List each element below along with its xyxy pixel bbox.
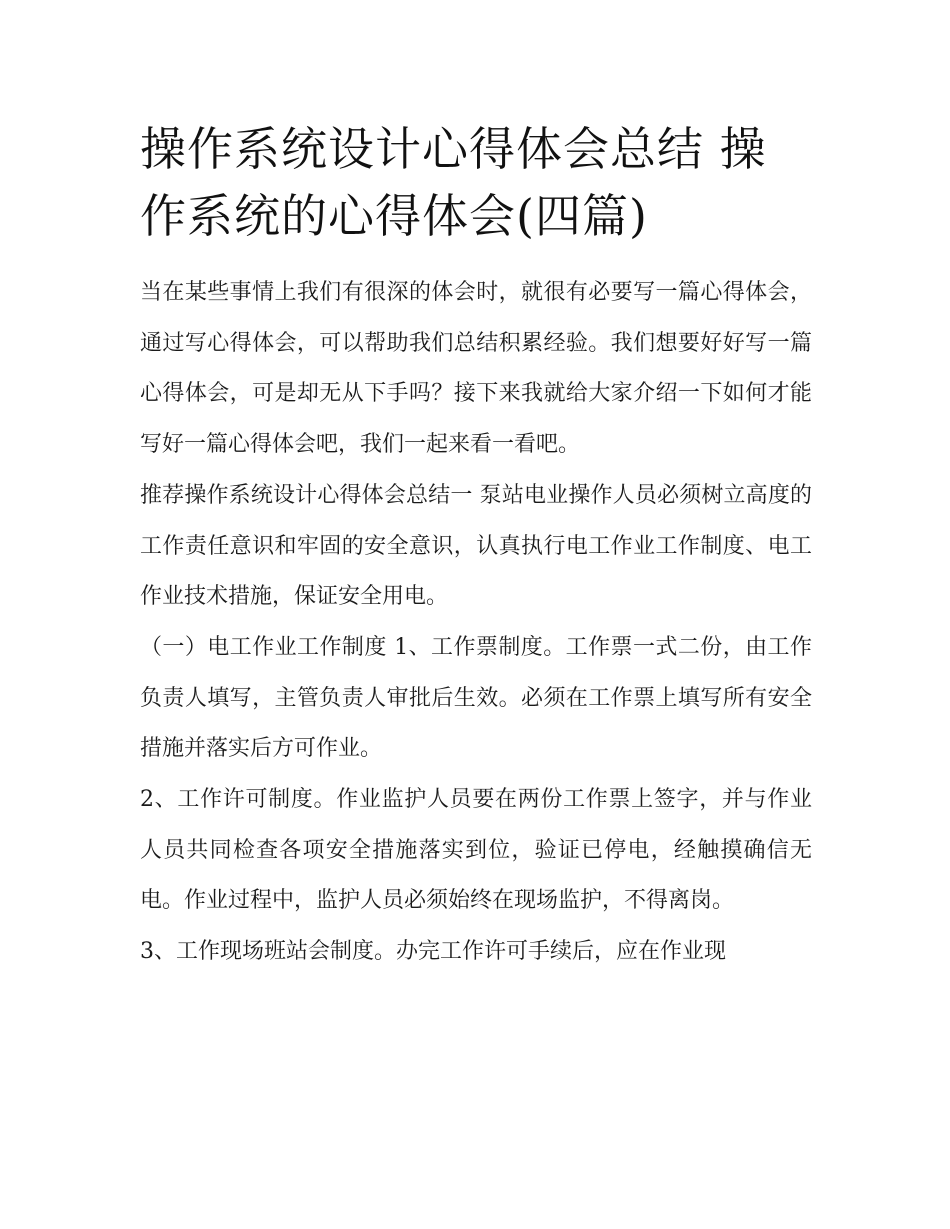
document-title: 操作系统设计心得体会总结 操作系统的心得体会(四篇): [140, 122, 767, 243]
paragraph-work-permit: 2、工作许可制度。作业监护人员要在两份工作票上签字，并与作业人员共同检查各项安全措施落实到位，验证已停电，经触摸确信无电。作业过程中，监护人员必须始终在现场监护，不得离岗。: [140, 787, 812, 914]
paragraph-site-meeting: 3、工作现场班站会制度。办完工作许可手续后，应在作业现: [140, 939, 726, 965]
paragraph-recommendation: 推荐操作系统设计心得体会总结一 泵站电业操作人员必须树立高度的工作责任意识和牢固的安全意识，认真执行电工作业工作制度、电工作业技术措施，保证安全用电。: [140, 482, 812, 610]
document-body: [140, 116, 812, 978]
paragraph-list: [140, 268, 812, 978]
paragraph-work-ticket: （一）电工作业工作制度 1、工作票制度。工作票一式二份，由工作负责人填写，主管负责人审批后生效。必须在工作票上填写所有安全措施并落实后方可作业。: [140, 634, 812, 762]
paragraph-intro: 当在某些事情上我们有很深的体会时，就很有必要写一篇心得体会，通过写心得体会，可以帮助我们总结积累经验。我们想要好好写一篇心得体会，可是却无从下手吗？接下来我就给大家介绍一下如何才能写好一篇心得体会吧，我们一起来看一看吧。: [140, 280, 812, 458]
